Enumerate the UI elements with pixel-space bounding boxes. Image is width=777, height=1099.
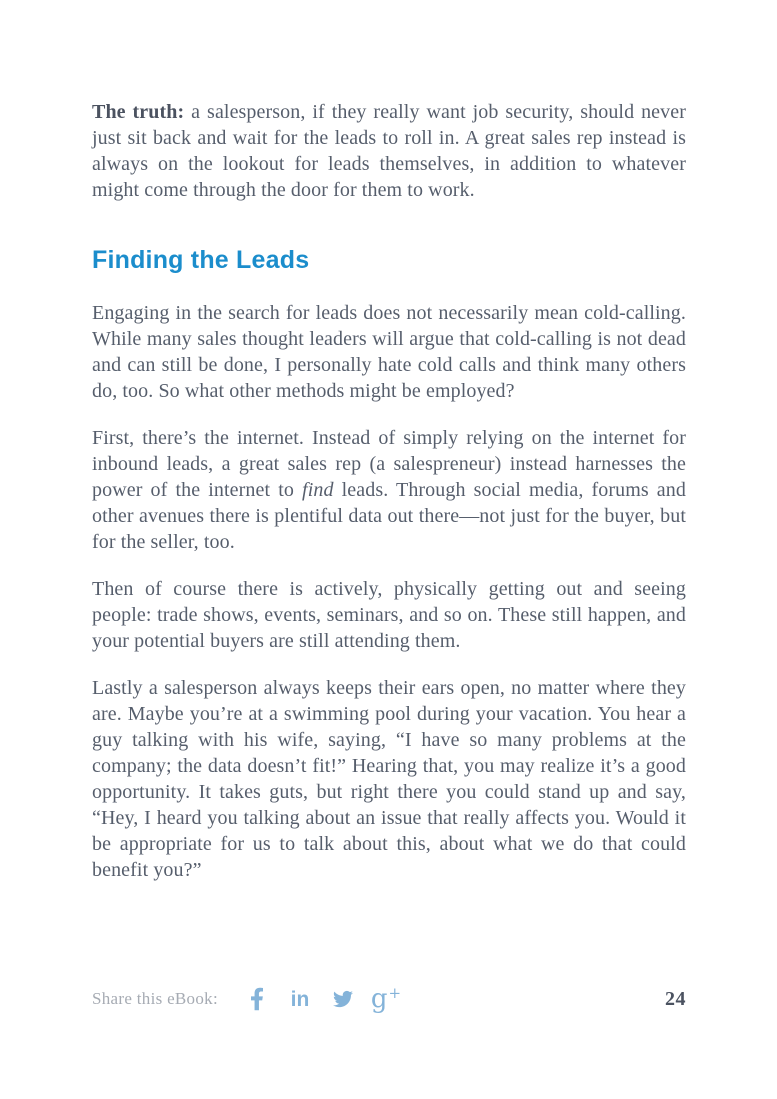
page-number: 24: [665, 987, 686, 1010]
paragraph-ears-open: Lastly a salesperson always keeps their ears open, no matter where they are. Maybe you’re at a swimming pool during your vacation. You hear a guy talking with his wife, saying, “I have so many problems at the company; the data doesn’t fit!” Hearing that, you may realize it’s a good opportunity. It takes guts, but right there you could stand up and say, “Hey, I heard you talking about an issue that really affects you. Would it be appropriate for us to talk about this, about what we do that could benefit you?”: [92, 677, 686, 881]
paragraph-internet-before: First, there’s the internet. Instead of simply relying on the internet for inbound leads, a great sales rep (a salespreneur) instead harnesses the power of the internet to: [92, 427, 686, 501]
section-heading: Finding the Leads: [92, 246, 310, 274]
paragraph-lead-bold: The truth:: [92, 101, 185, 123]
paragraph-the-truth: [92, 99, 686, 203]
paragraph-events: Then of course there is actively, physically getting out and seeing people: trade shows, events, seminars, and so on. These still happen, and your potential buyers are still attending them.: [92, 578, 686, 652]
gplus-g: g: [370, 984, 388, 1014]
twitter-share-icon[interactable]: [330, 986, 356, 1012]
social-share-row: [244, 984, 402, 1014]
paragraph-internet-after: leads. Through social media, forums and other avenues there is plentiful data out there—not just for the buyer, but for the seller, too.: [92, 479, 686, 553]
linkedin-share-icon[interactable]: in: [290, 987, 310, 1011]
page-footer: [92, 981, 686, 1017]
gplus-plus: +: [388, 984, 402, 1002]
facebook-share-icon[interactable]: [244, 986, 270, 1012]
paragraph-engaging: Engaging in the search for leads does not necessarily mean cold-calling. While many sales thought leaders will argue that cold-calling is not dead and can still be done, I personally hate cold calls and think many others do, too. So what other methods might be employed?: [92, 302, 686, 402]
paragraph-internet-italic: find: [302, 479, 334, 501]
paragraph-internet: [92, 425, 686, 555]
share-label: Share this eBook:: [92, 989, 218, 1008]
paragraph-lead-text: a salesperson, if they really want job security, should never just sit back and wait for the leads to roll in. A great sales rep instead is always on the lookout for leads themselves, in addition to whatever might come through the door for them to work.: [92, 101, 686, 201]
google-plus-share-icon[interactable]: [370, 984, 402, 1014]
